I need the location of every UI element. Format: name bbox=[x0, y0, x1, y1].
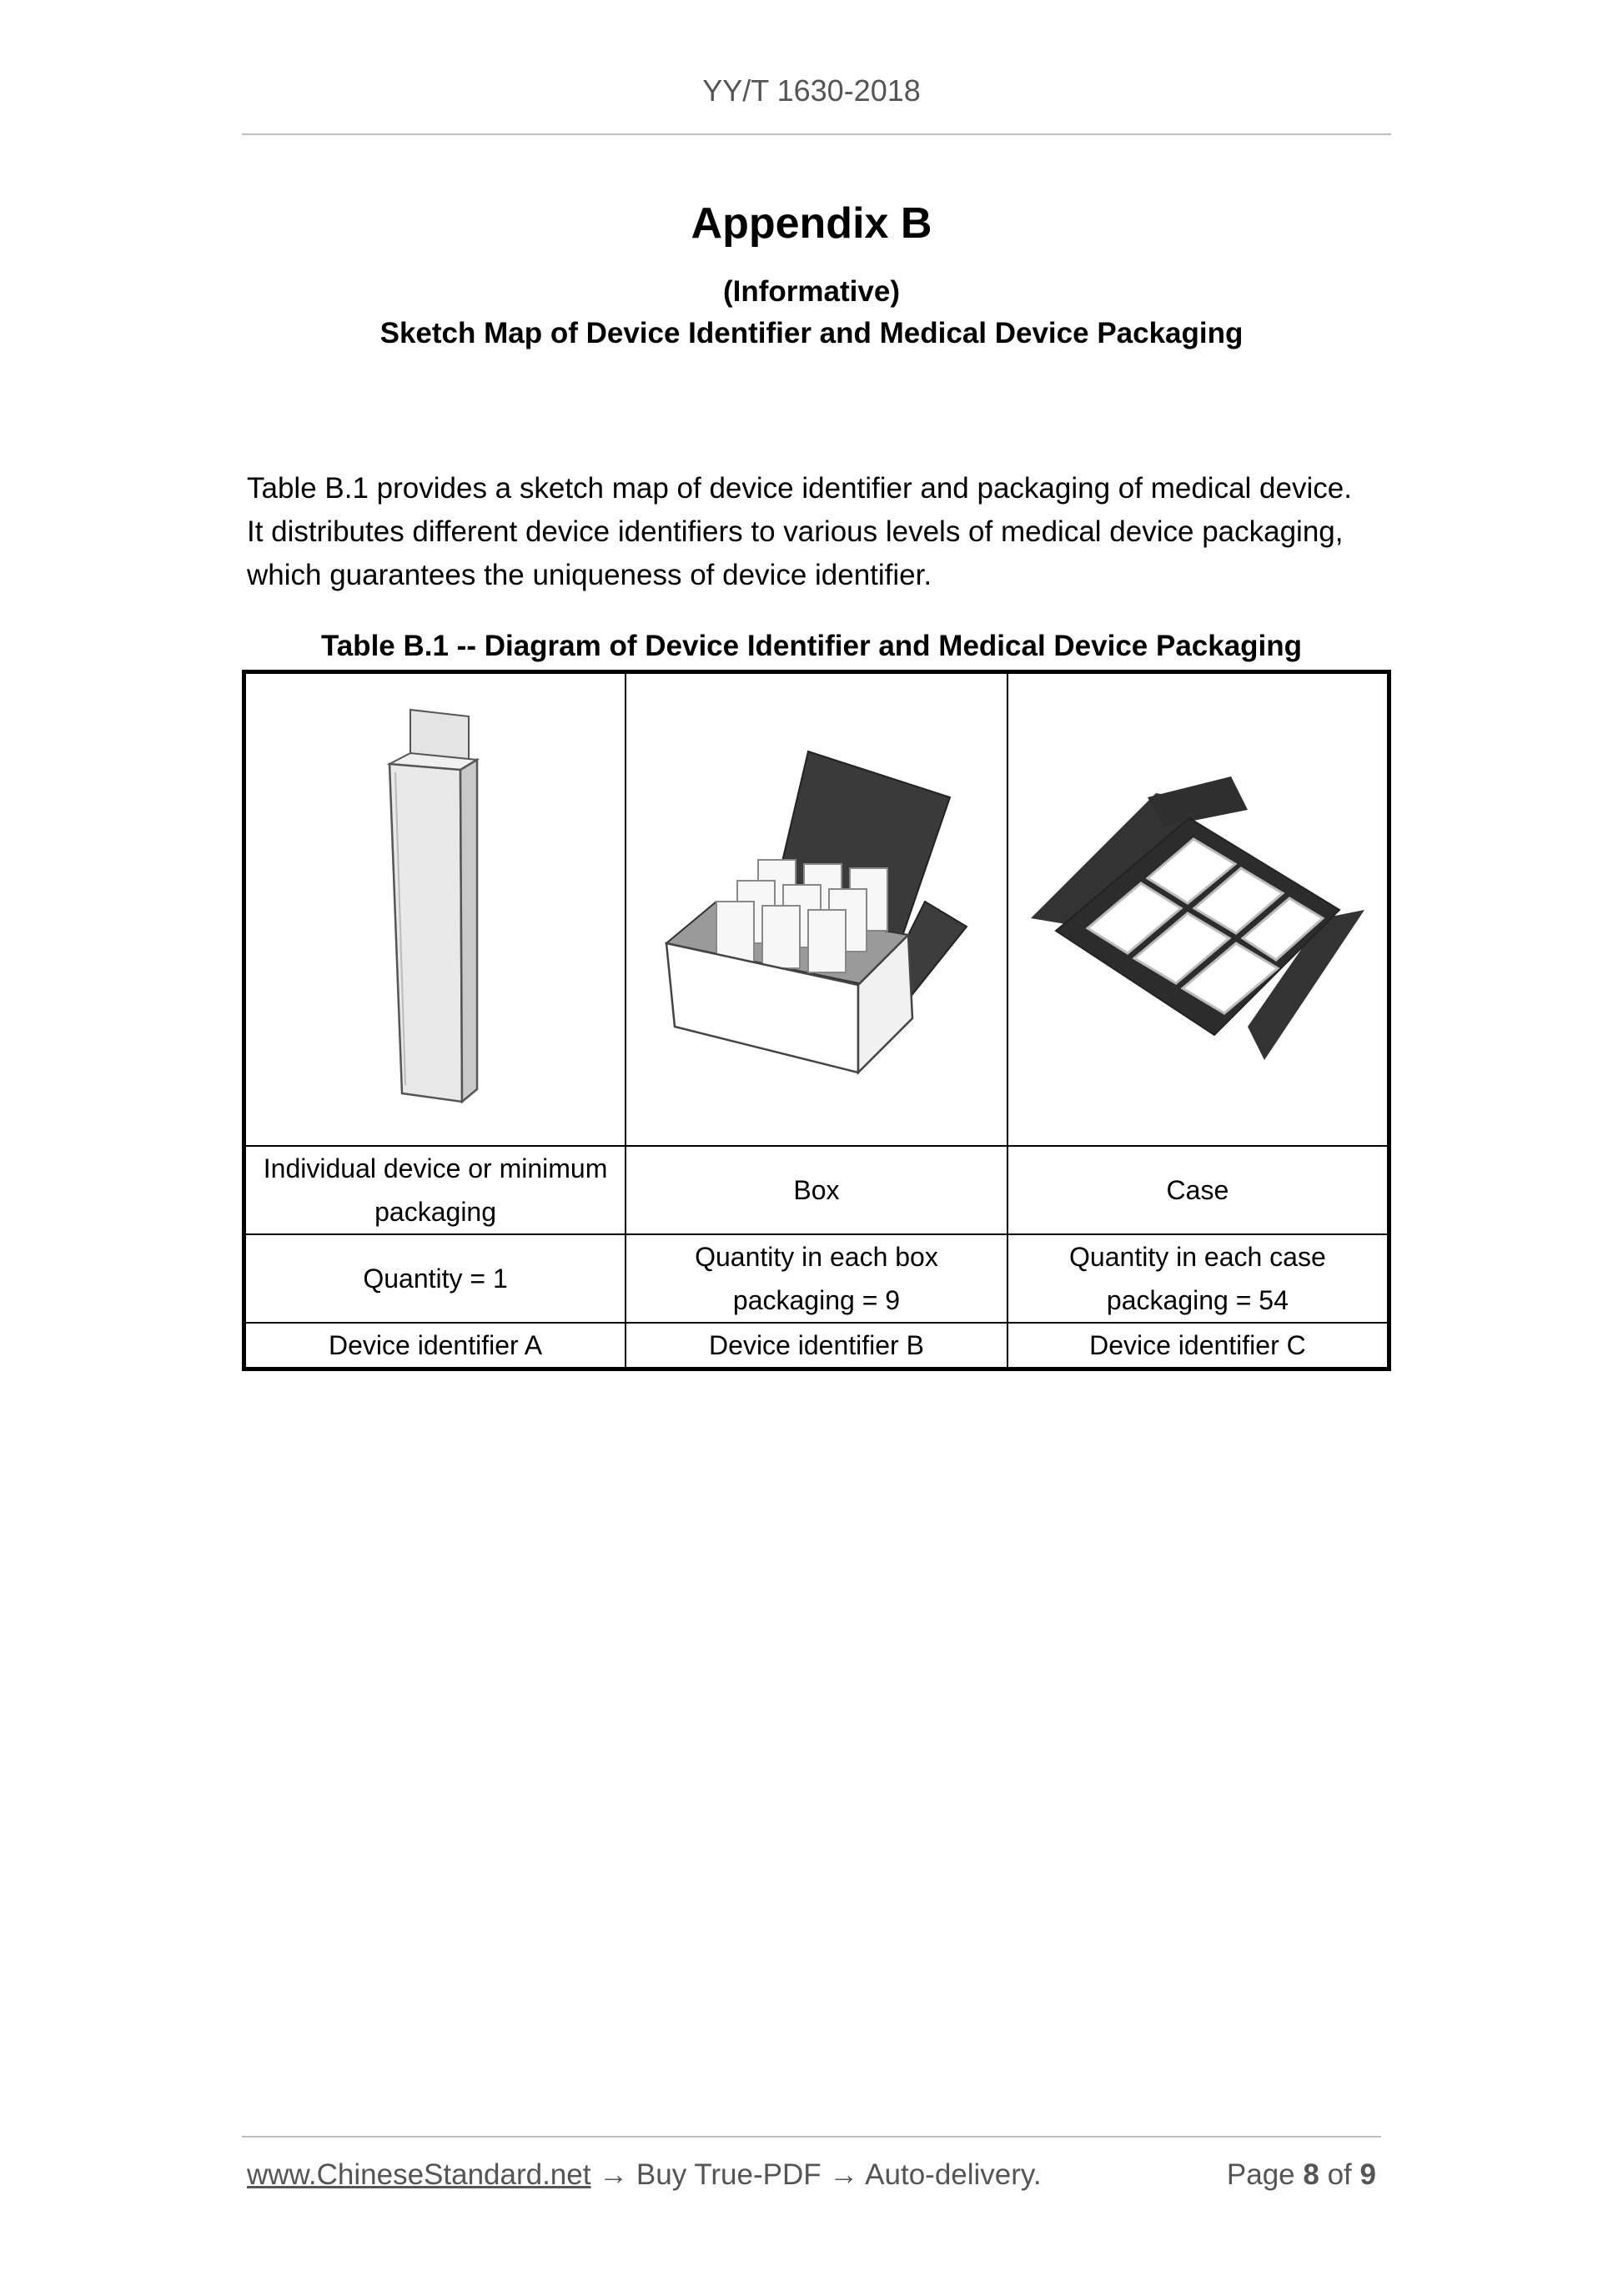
page-total: 9 bbox=[1359, 2158, 1376, 2191]
table-cell: Case bbox=[1007, 1146, 1389, 1234]
appendix-title: Appendix B bbox=[691, 199, 932, 248]
table-cell: Individual device or minimum packaging bbox=[244, 1146, 626, 1234]
appendix-subtitle: Sketch Map of Device Identifier and Medical Device Packaging bbox=[379, 317, 1244, 349]
table-row bbox=[244, 1234, 1389, 1323]
page-current: 8 bbox=[1303, 2158, 1319, 2191]
table-cell: Quantity in each case packaging = 54 bbox=[1007, 1234, 1389, 1323]
table-row bbox=[244, 1146, 1389, 1234]
table-caption: Table B.1 -- Diagram of Device Identifier and Medical Device Packaging bbox=[320, 630, 1303, 662]
informative-label: (Informative) bbox=[723, 275, 900, 308]
open-box-icon bbox=[650, 735, 983, 1085]
intro-line: It distributes different device identifiers to various levels of medical device packaging, bbox=[247, 515, 1344, 548]
page-of: of bbox=[1327, 2158, 1352, 2191]
open-case-icon bbox=[1023, 751, 1373, 1068]
table-cell: Device identifier B bbox=[626, 1323, 1007, 1369]
footer-text bbox=[247, 2158, 1042, 2192]
footer-divider bbox=[242, 2136, 1381, 2138]
document-code-header: YY/T 1630-2018 bbox=[702, 73, 921, 108]
page-label: Page bbox=[1226, 2158, 1295, 2191]
table-cell: Device identifier A bbox=[244, 1323, 626, 1369]
packaging-table bbox=[242, 670, 1391, 1371]
table-row bbox=[244, 1323, 1389, 1369]
table-cell: Device identifier C bbox=[1007, 1323, 1389, 1369]
table-cell: Box bbox=[626, 1146, 1007, 1234]
image-cell-case bbox=[1007, 672, 1389, 1147]
table-cell: Quantity in each box packaging = 9 bbox=[626, 1234, 1007, 1323]
table-image-row bbox=[244, 672, 1389, 1147]
intro-paragraph bbox=[247, 467, 1398, 597]
footer-tagline: → Buy True-PDF → Auto-delivery. bbox=[590, 2158, 1042, 2191]
intro-line: which guarantees the uniqueness of device identifier. bbox=[247, 559, 932, 591]
tall-package-icon bbox=[352, 693, 519, 1127]
page-indicator bbox=[1227, 2158, 1376, 2192]
image-cell-box bbox=[626, 672, 1007, 1147]
website-link[interactable]: www.ChineseStandard.net bbox=[247, 2158, 591, 2191]
intro-line: Table B.1 provides a sketch map of device identifier and packaging of medical device. bbox=[247, 472, 1352, 505]
header-divider bbox=[242, 133, 1391, 135]
table-cell: Quantity = 1 bbox=[244, 1234, 626, 1323]
image-cell-individual bbox=[244, 672, 626, 1147]
